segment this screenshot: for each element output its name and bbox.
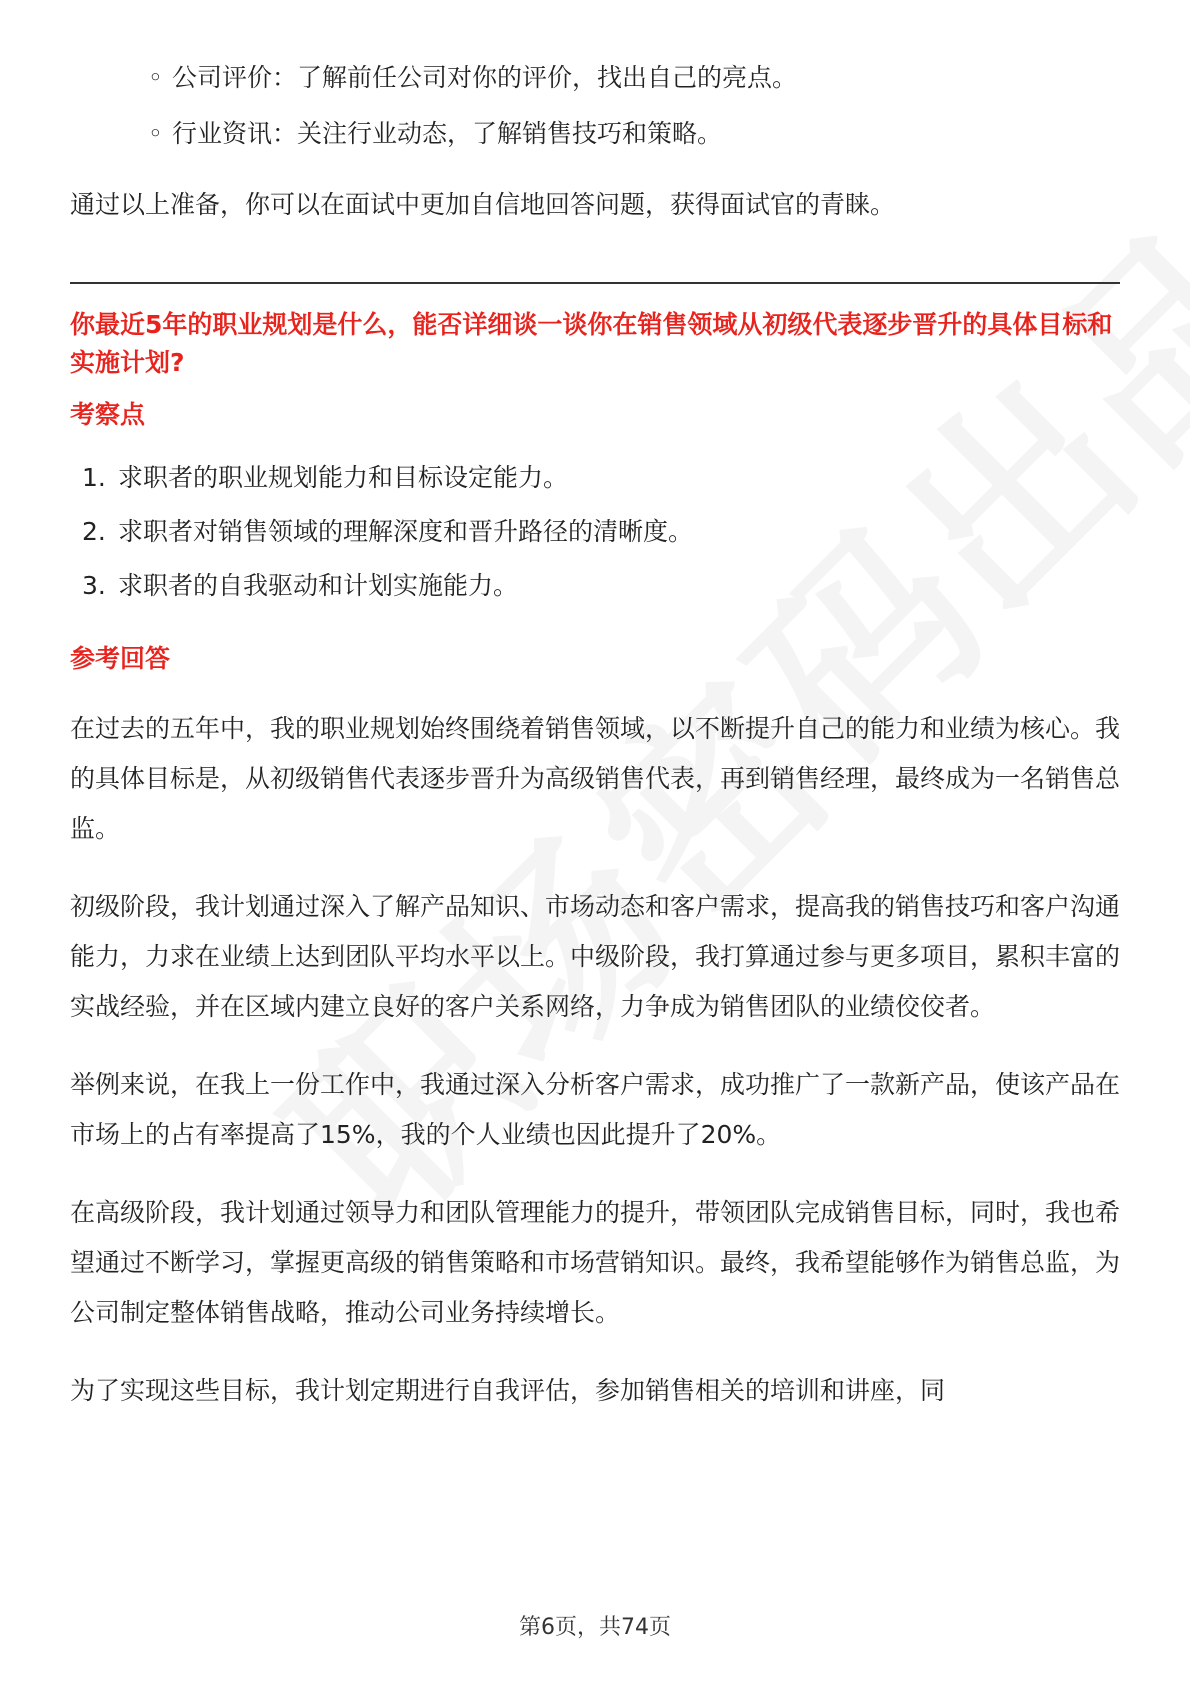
point-item bbox=[82, 514, 1120, 550]
point-number: 2. bbox=[82, 517, 106, 546]
answer-paragraph: 在过去的五年中，我的职业规划始终围绕着销售领域，以不断提升自己的能力和业绩为核心。我的具体目标是，从初级销售代表逐步晋升为高级销售代表，再到销售经理，最终成为一名销售总监。 bbox=[70, 714, 1121, 843]
bullet-text: 行业资讯：关注行业动态，了解销售技巧和策略。 bbox=[172, 119, 723, 148]
conclusion-paragraph: 通过以上准备，你可以在面试中更加自信地回答问题，获得面试官的青睐。 bbox=[70, 190, 896, 219]
point-number: 3. bbox=[82, 571, 106, 600]
point-text: 求职者的职业规划能力和目标设定能力。 bbox=[118, 463, 569, 492]
bullet-marker: ◦ bbox=[148, 119, 163, 148]
answer-paragraph: 初级阶段，我计划通过深入了解产品知识、市场动态和客户需求，提高我的销售技巧和客户沟通能力，力求在业绩上达到团队平均水平以上。中级阶段，我打算通过参与更多项目，累积丰富的实战经验，并在区域内建立良好的客户关系网络，力争成为销售团队的业绩佼佼者。 bbox=[70, 892, 1121, 1021]
answer-paragraph: 为了实现这些目标，我计划定期进行自我评估，参加销售相关的培训和讲座，同 bbox=[70, 1376, 946, 1405]
bullet-item bbox=[148, 60, 1120, 96]
bullet-list bbox=[70, 60, 1120, 152]
point-number: 1. bbox=[82, 463, 106, 492]
answer-paragraph: 举例来说，在我上一份工作中，我通过深入分析客户需求，成功推广了一款新产品，使该产品在市场上的占有率提高了15%，我的个人业绩也因此提升了20%。 bbox=[70, 1070, 1121, 1149]
point-item bbox=[82, 460, 1120, 496]
question-heading: 你最近5年的职业规划是什么，能否详细谈一谈你在销售领域从初级代表逐步晋升的具体目标和实施计划? bbox=[70, 310, 1113, 377]
point-item bbox=[82, 568, 1120, 604]
bullet-item bbox=[148, 116, 1120, 152]
page-content bbox=[70, 60, 1120, 1444]
point-text: 求职者的自我驱动和计划实施能力。 bbox=[118, 571, 519, 600]
answer-paragraph: 在高级阶段，我计划通过领导力和团队管理能力的提升，带领团队完成销售目标，同时，我也希望通过不断学习，掌握更高级的销售策略和市场营销知识。最终，我希望能够作为销售总监，为公司制定整体销售战略，推动公司业务持续增长。 bbox=[70, 1198, 1121, 1327]
section-divider bbox=[70, 282, 1120, 284]
page-footer: 第6页，共74页 bbox=[519, 1615, 671, 1640]
point-text: 求职者对销售领域的理解深度和晋升路径的清晰度。 bbox=[118, 517, 694, 546]
points-section-title: 考察点 bbox=[70, 400, 146, 429]
bullet-marker: ◦ bbox=[148, 63, 163, 92]
answer-section-title: 参考回答 bbox=[70, 644, 171, 673]
points-list bbox=[70, 460, 1120, 604]
bullet-text: 公司评价：了解前任公司对你的评价，找出自己的亮点。 bbox=[172, 63, 798, 92]
